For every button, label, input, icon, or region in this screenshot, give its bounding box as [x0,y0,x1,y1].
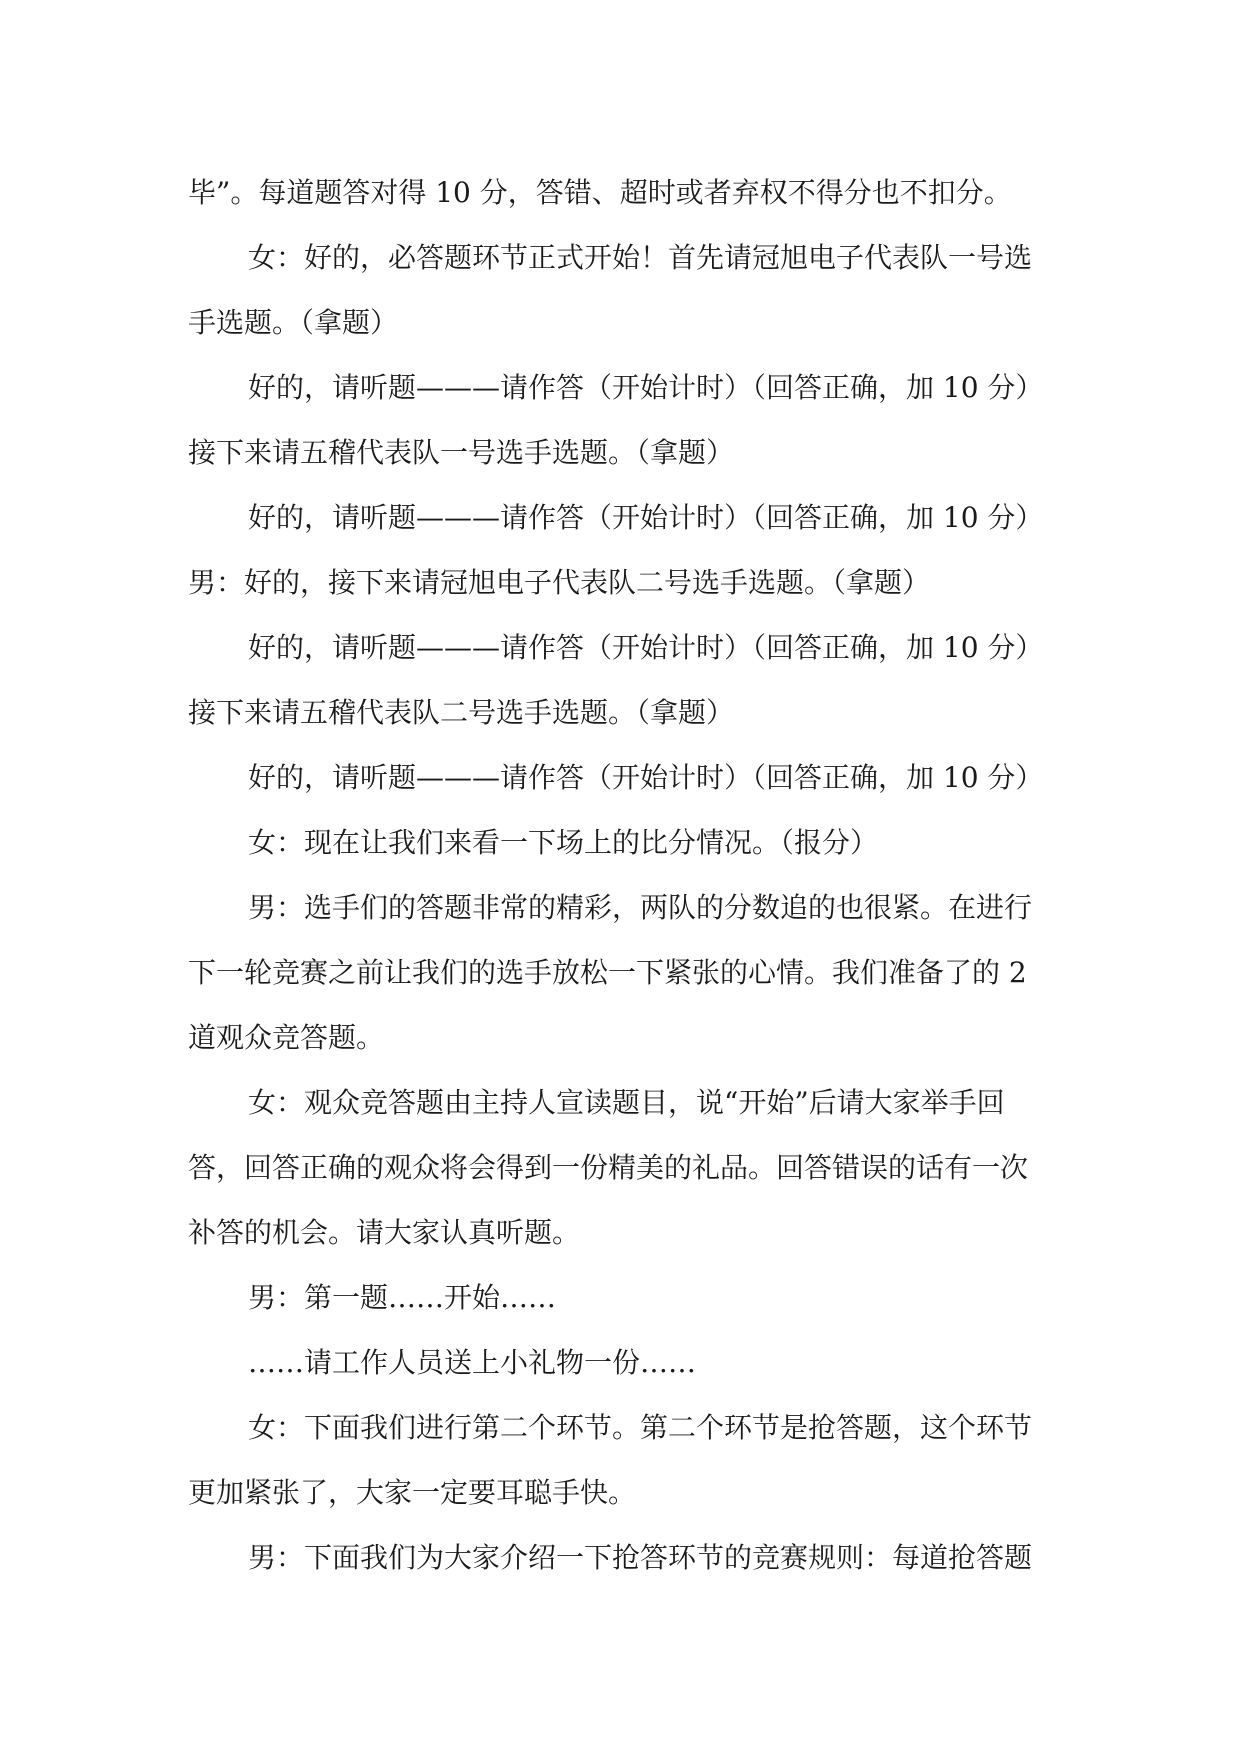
text-line: 男：下面我们为大家介绍一下抢答环节的竞赛规则：每道抢答题 [248,1541,1033,1574]
text-line: 好的，请听题———请作答（开始计时）（回答正确，加 10 分） [248,761,1044,794]
text-line: 手选题。（拿题） [188,306,399,339]
text-line: 女：好的，必答题环节正式开始！首先请冠旭电子代表队一号选 [248,241,1033,274]
text-line: 好的，请听题———请作答（开始计时）（回答正确，加 10 分） [248,371,1044,404]
text-line: ……请工作人员送上小礼物一份…… [248,1346,697,1379]
text-line: 答，回答正确的观众将会得到一份精美的礼品。回答错误的话有一次 [188,1151,1029,1184]
text-line: 更加紧张了，大家一定要耳聪手快。 [188,1476,637,1509]
text-line: 补答的机会。请大家认真听题。 [188,1216,581,1249]
text-line: 下一轮竞赛之前让我们的选手放松一下紧张的心情。我们准备了的 2 [188,956,1027,989]
text-line: 接下来请五稽代表队一号选手选题。（拿题） [188,436,735,469]
text-line: 好的，请听题———请作答（开始计时）（回答正确，加 10 分） [248,501,1044,534]
text-line: 道观众竞答题。 [188,1021,385,1054]
text-line: 好的，请听题———请作答（开始计时）（回答正确，加 10 分） [248,631,1044,664]
text-line: 毕”。每道题答对得 10 分，答错、超时或者弃权不得分也不扣分。 [188,176,1012,209]
document-body [188,160,1060,1590]
text-line: 女：现在让我们来看一下场上的比分情况。（报分） [248,826,879,859]
text-line: 接下来请五稽代表队二号选手选题。（拿题） [188,696,735,729]
text-line: 女：观众竞答题由主持人宣读题目，说“开始”后请大家举手回 [248,1086,1005,1119]
text-line: 女：下面我们进行第二个环节。第二个环节是抢答题，这个环节 [248,1411,1033,1444]
text-line: 男：好的，接下来请冠旭电子代表队二号选手选题。（拿题） [188,566,931,599]
text-line: 男：第一题……开始…… [248,1281,557,1314]
text-line: 男：选手们的答题非常的精彩，两队的分数追的也很紧。在进行 [248,891,1033,924]
